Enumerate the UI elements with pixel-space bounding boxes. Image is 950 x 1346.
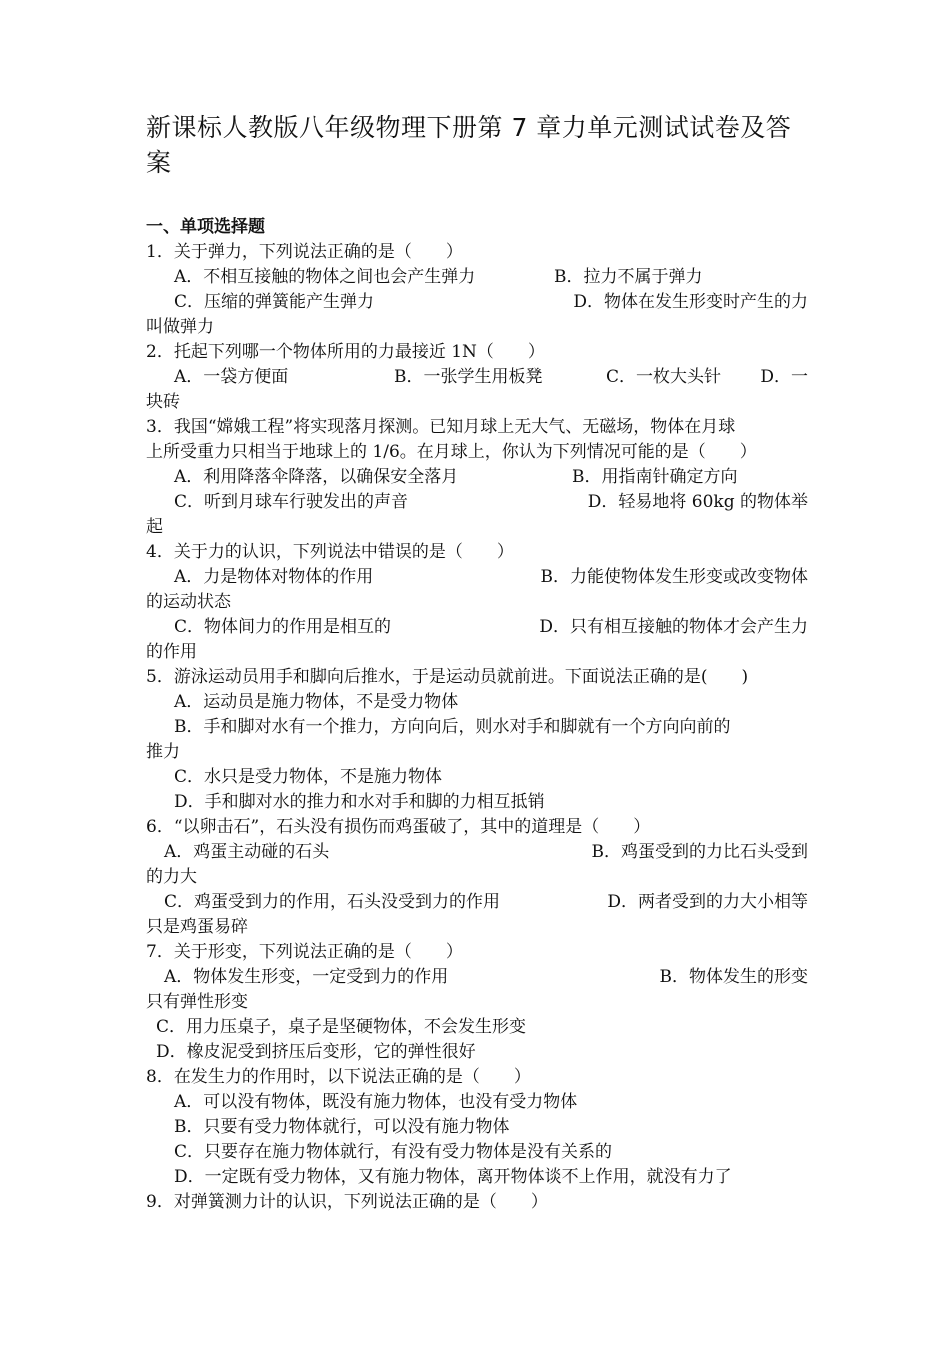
text-segment: B．手和脚对水有一个推力，方向向后，则水对手和脚就有一个方向向前的 xyxy=(174,717,731,737)
text-line xyxy=(146,1140,808,1165)
text-segment: 7．关于形变，下列说法正确的是（ ） xyxy=(146,942,463,962)
text-segment: B．用指南针确定方向 xyxy=(572,467,738,487)
text-line xyxy=(146,865,808,890)
text-segment: A．一袋方便面 xyxy=(174,367,289,387)
text-segment: A．运动员是施力物体，不是受力物体 xyxy=(174,692,459,712)
text-line xyxy=(146,540,808,565)
text-line xyxy=(146,640,808,665)
text-line xyxy=(146,415,808,440)
text-line xyxy=(146,940,808,965)
text-line xyxy=(146,1165,808,1190)
section-heading: 一、单项选择题 xyxy=(146,217,265,237)
text-segment: C．只要存在施力物体就行，有没有受力物体是没有关系的 xyxy=(174,1142,613,1162)
text-segment: B．鸡蛋受到的力比石头受到 xyxy=(591,842,808,862)
text-segment: 的力大 xyxy=(146,867,197,887)
text-segment: 只是鸡蛋易碎 xyxy=(146,917,248,937)
text-segment: B．物体发生的形变 xyxy=(659,967,808,987)
text-line xyxy=(146,315,808,340)
text-segment: A．力是物体对物体的作用 xyxy=(174,567,374,587)
text-line xyxy=(146,990,808,1015)
text-line xyxy=(146,1040,808,1065)
text-segment: 6．“以卵击石”，石头没有损伤而鸡蛋破了，其中的道理是（ ） xyxy=(146,817,651,837)
text-line xyxy=(146,365,808,390)
text-line xyxy=(146,290,808,315)
text-segment: C．压缩的弹簧能产生弹力 xyxy=(174,292,375,312)
text-line xyxy=(146,1065,808,1090)
text-line xyxy=(146,390,808,415)
text-line xyxy=(146,490,808,515)
text-segment: 9．对弹簧测力计的认识，下列说法正确的是（ ） xyxy=(146,1192,548,1212)
text-segment: D．一定既有受力物体，又有施力物体，离开物体谈不上作用，就没有力了 xyxy=(174,1167,732,1187)
text-segment: A．物体发生形变，一定受到力的作用 xyxy=(164,967,449,987)
text-segment: B．力能使物体发生形变或改变物体 xyxy=(540,567,808,587)
text-segment: 起 xyxy=(146,517,163,537)
text-segment: 的作用 xyxy=(146,642,197,662)
text-segment: 上所受重力只相当于地球上的 1/6。在月球上，你认为下列情况可能的是（ ） xyxy=(146,442,757,462)
text-segment: D．轻易地将 60kg 的物体举 xyxy=(587,492,808,512)
text-segment: D．只有相互接触的物体才会产生力 xyxy=(539,617,808,637)
text-segment: D．两者受到的力大小相等 xyxy=(607,892,808,912)
text-line xyxy=(146,1190,808,1215)
text-segment: C．用力压桌子，桌子是坚硬物体，不会发生形变 xyxy=(156,1017,527,1037)
text-line xyxy=(146,740,808,765)
text-line xyxy=(146,690,808,715)
text-segment: D．一 xyxy=(760,367,808,387)
text-segment: 叫做弹力 xyxy=(146,317,214,337)
text-segment: C．鸡蛋受到力的作用，石头没受到力的作用 xyxy=(164,892,501,912)
text-line xyxy=(146,1090,808,1115)
text-segment: C．水只是受力物体，不是施力物体 xyxy=(174,767,443,787)
text-segment: 1．关于弹力，下列说法正确的是（ ） xyxy=(146,242,463,262)
text-line xyxy=(146,965,808,990)
text-segment: C．一枚大头针 xyxy=(606,367,722,387)
text-segment: 块砖 xyxy=(146,392,180,412)
text-line xyxy=(146,615,808,640)
text-segment: 的运动状态 xyxy=(146,592,231,612)
title-line-2: 案 xyxy=(146,148,172,177)
text-segment: C．物体间力的作用是相互的 xyxy=(174,617,392,637)
text-segment: C．听到月球车行驶发出的声音 xyxy=(174,492,409,512)
text-line xyxy=(146,465,808,490)
text-line xyxy=(146,565,808,590)
text-segment: D．橡皮泥受到挤压后变形，它的弹性很好 xyxy=(156,1042,476,1062)
text-segment: 推力 xyxy=(146,742,180,762)
text-line xyxy=(146,1015,808,1040)
text-line xyxy=(146,790,808,815)
text-line xyxy=(146,715,808,740)
text-line xyxy=(146,915,808,940)
text-segment: A．利用降落伞降落，以确保安全落月 xyxy=(174,467,459,487)
text-segment: A．鸡蛋主动碰的石头 xyxy=(164,842,330,862)
text-segment: B．只要有受力物体就行，可以没有施力物体 xyxy=(174,1117,510,1137)
text-segment: A．可以没有物体，既没有施力物体，也没有受力物体 xyxy=(174,1092,578,1112)
text-line xyxy=(146,665,808,690)
text-segment: 2．托起下列哪一个物体所用的力最接近 1N（ ） xyxy=(146,342,545,362)
text-segment: 8．在发生力的作用时，以下说法正确的是（ ） xyxy=(146,1067,531,1087)
text-line xyxy=(146,440,808,465)
question-body xyxy=(146,240,808,1215)
text-segment: 4．关于力的认识，下列说法中错误的是（ ） xyxy=(146,542,514,562)
text-segment: B．一张学生用板凳 xyxy=(394,367,543,387)
text-segment: D．物体在发生形变时产生的力 xyxy=(573,292,808,312)
text-line xyxy=(146,890,808,915)
text-line xyxy=(146,840,808,865)
text-line xyxy=(146,240,808,265)
text-line xyxy=(146,815,808,840)
text-segment: D．手和脚对水的推力和水对手和脚的力相互抵销 xyxy=(174,792,545,812)
text-segment: 3．我国“嫦娥工程”将实现落月探测。已知月球上无大气、无磁场，物体在月球 xyxy=(146,417,736,437)
document-title xyxy=(146,110,808,180)
text-line xyxy=(146,265,808,290)
text-line xyxy=(146,1115,808,1140)
text-segment: 5．游泳运动员用手和脚向后推水，于是运动员就前进。下面说法正确的是( ) xyxy=(146,667,749,687)
text-line xyxy=(146,590,808,615)
text-line xyxy=(146,515,808,540)
title-line-1: 新课标人教版八年级物理下册第 7 章力单元测试试卷及答 xyxy=(146,113,792,142)
text-segment: A．不相互接触的物体之间也会产生弹力 xyxy=(174,267,476,287)
text-line xyxy=(146,340,808,365)
text-segment: 只有弹性形变 xyxy=(146,992,248,1012)
text-line xyxy=(146,765,808,790)
text-segment: B．拉力不属于弹力 xyxy=(554,267,703,287)
